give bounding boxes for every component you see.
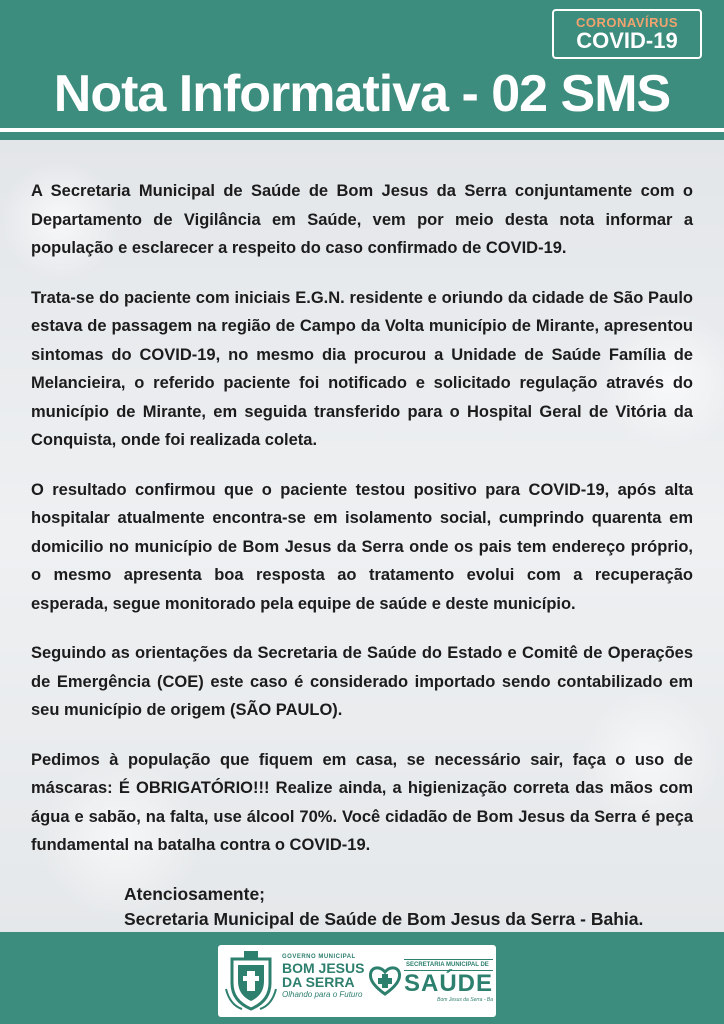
gov-small-text: GOVERNO MUNICIPAL [282, 954, 356, 960]
signoff-signature: Secretaria Municipal de Saúde de Bom Jesus da Serra - Bahia. [124, 909, 644, 929]
notice-text [31, 177, 693, 881]
saude-big-text: SAÚDE [404, 970, 494, 997]
gov-name-line2: DA SERRA [282, 974, 355, 990]
saude-small-text: SECRETARIA MUNICIPAL DE [404, 959, 493, 971]
municipal-coat-of-arms-icon [224, 949, 278, 1013]
covid-badge [552, 9, 702, 59]
footer-banner [0, 932, 724, 1024]
header-banner [0, 0, 724, 140]
signoff-greeting: Atenciosamente; [124, 884, 266, 904]
header-divider [0, 128, 724, 132]
signoff [124, 882, 643, 932]
page-title: Nota Informativa - 02 SMS [53, 65, 671, 123]
municipal-logo-text [282, 953, 364, 1001]
saude-logo-text [404, 959, 493, 1003]
paragraph-4: Seguindo as orientações da Secretaria de Saúde do Estado e Comitê de Operações de Emergência (COE) este caso é considerado importado sendo contabilizado em seu município de origem (SÃO PAULO). [31, 644, 693, 719]
gov-name-line1: BOM JESUS [282, 960, 365, 976]
health-secretariat-logo [366, 949, 492, 1013]
gov-slogan: Olhando para o Futuro [282, 990, 363, 999]
paragraph-3: O resultado confirmou que o paciente testou positivo para COVID-19, após alta hospitalar atualmente encontra-se em isolamento social, cumprindo quarenta em domicilio no município de Bom Jesus da Serra onde os pais tem endereço próprio, o mesmo apresenta boa resposta ao tratamento evolui com a recuperação esperada, segue monitorado pela equipe de saúde e deste município. [31, 480, 693, 613]
notice-body [0, 140, 724, 932]
logos-panel [218, 945, 496, 1017]
heart-cross-icon [368, 963, 402, 997]
badge-bottom-text: COVID-19 [576, 28, 678, 53]
paragraph-2: Trata-se do paciente com iniciais E.G.N. residente e oriundo da cidade de São Paulo estava de passagem na região de Campo da Volta município de Mirante, apresentou sintomas do COVID-19, no mesmo dia procurou a Unidade de Saúde Família de Melancieira, o referido paciente foi notificado e solicitado regulação através do município de Mirante, em seguida transferido para o Hospital Geral de Vitória da Conquista, onde foi realizada coleta. [31, 288, 693, 449]
badge-top-text: CORONAVÍRUS [575, 15, 679, 30]
paragraph-5: Pedimos à população que fiquem em casa, se necessário sair, faça o uso de máscaras: É OBRIGATÓRIO!!! Realize ainda, a higienização correta das mãos com água e sabão, na falta, use álcool 70%. Você cidadão de Bom Jesus da Serra é peça fundamental na batalha contra o COVID-19. [31, 750, 693, 854]
paragraph-1: A Secretaria Municipal de Saúde de Bom Jesus da Serra conjuntamente com o Departamento de Vigilância em Saúde, vem por meio desta nota informar a população e esclarecer a respeito do caso confirmado de COVID-19. [31, 182, 693, 257]
saude-slogan: Bom Jesus da Serra - Ba [437, 997, 494, 1003]
